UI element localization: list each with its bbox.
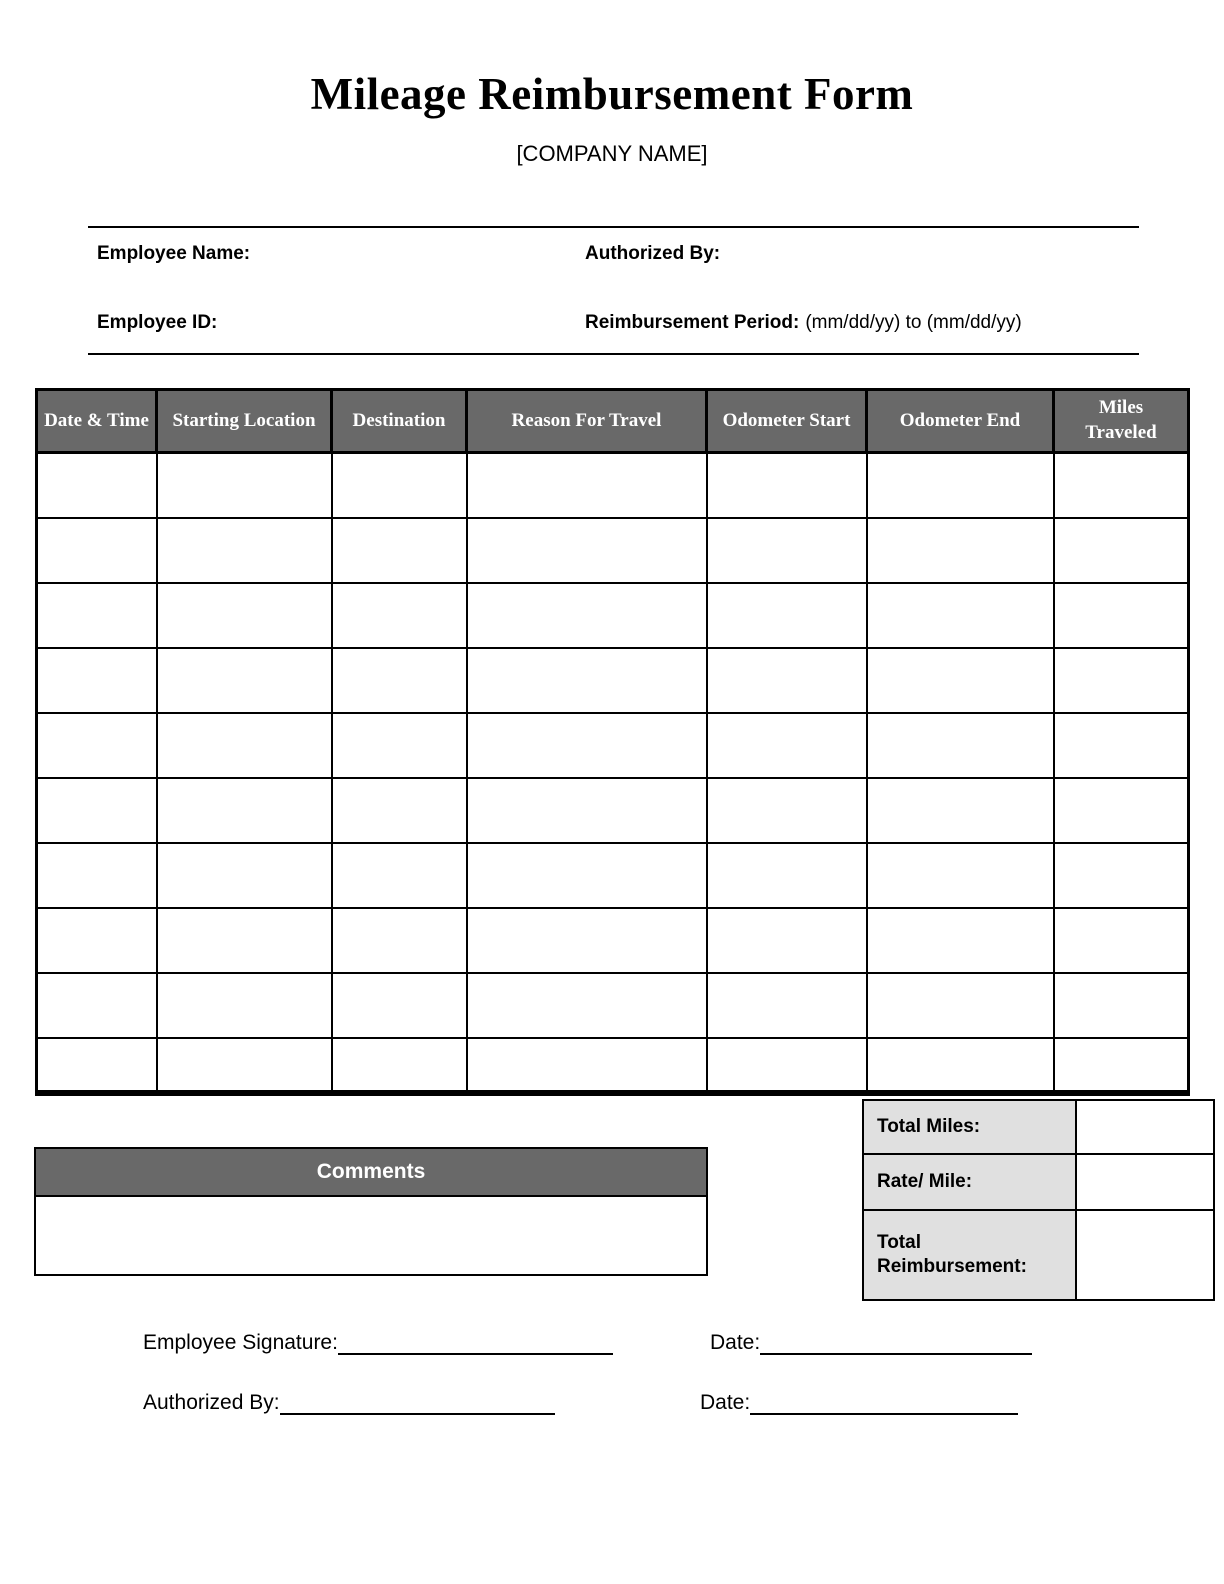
comments-section <box>34 1147 708 1276</box>
authorized-date-label: Date: <box>700 1391 751 1414</box>
authorized-by-signature-line[interactable] <box>280 1391 555 1415</box>
mileage-table-body <box>37 453 1189 1094</box>
totals-table <box>862 1099 1215 1301</box>
mileage-table <box>35 388 1190 1096</box>
mileage-cell-empty[interactable] <box>467 518 707 583</box>
employee-signature-line[interactable] <box>338 1331 613 1355</box>
mileage-table-row <box>37 583 1189 648</box>
mileage-cell-empty[interactable] <box>332 1038 467 1093</box>
divider-bottom <box>88 353 1139 355</box>
mileage-cell-empty[interactable] <box>467 648 707 713</box>
mileage-cell-empty[interactable] <box>707 778 867 843</box>
mileage-cell-empty[interactable] <box>1054 713 1189 778</box>
employee-signature-date-label: Date: <box>710 1331 761 1354</box>
mileage-cell-empty[interactable] <box>867 908 1054 973</box>
mileage-cell-empty[interactable] <box>37 518 157 583</box>
mileage-cell-empty[interactable] <box>157 648 332 713</box>
mileage-table-row <box>37 453 1189 519</box>
col-header-reason-for-travel: Reason For Travel <box>467 390 707 453</box>
mileage-cell-empty[interactable] <box>37 778 157 843</box>
mileage-cell-empty[interactable] <box>467 1038 707 1093</box>
mileage-cell-empty[interactable] <box>332 583 467 648</box>
mileage-cell-empty[interactable] <box>157 908 332 973</box>
mileage-cell-empty[interactable] <box>467 453 707 519</box>
mileage-table-row <box>37 648 1189 713</box>
mileage-cell-empty[interactable] <box>1054 583 1189 648</box>
mileage-table-row <box>37 778 1189 843</box>
col-header-odometer-start: Odometer Start <box>707 390 867 453</box>
mileage-cell-empty[interactable] <box>332 648 467 713</box>
mileage-table-row <box>37 973 1189 1038</box>
mileage-cell-empty[interactable] <box>707 908 867 973</box>
mileage-cell-empty[interactable] <box>1054 518 1189 583</box>
rate-per-mile-label: Rate/ Mile: <box>863 1154 1076 1210</box>
mileage-cell-empty[interactable] <box>157 1038 332 1093</box>
mileage-cell-empty[interactable] <box>332 973 467 1038</box>
mileage-cell-empty[interactable] <box>157 713 332 778</box>
employee-signature-label: Employee Signature: <box>143 1331 338 1354</box>
total-reimbursement-label: Total Reimbursement: <box>863 1210 1076 1300</box>
mileage-cell-empty[interactable] <box>157 518 332 583</box>
mileage-cell-empty[interactable] <box>37 973 157 1038</box>
mileage-cell-empty[interactable] <box>707 843 867 908</box>
mileage-cell-empty[interactable] <box>332 453 467 519</box>
mileage-cell-empty[interactable] <box>867 453 1054 519</box>
mileage-cell-empty[interactable] <box>1054 843 1189 908</box>
mileage-cell-empty[interactable] <box>332 908 467 973</box>
mileage-cell-empty[interactable] <box>37 648 157 713</box>
mileage-cell-empty[interactable] <box>37 1038 157 1093</box>
mileage-table-row <box>37 908 1189 973</box>
mileage-cell-empty[interactable] <box>1054 453 1189 519</box>
mileage-cell-empty[interactable] <box>867 973 1054 1038</box>
authorized-by-signature-label: Authorized By: <box>143 1391 280 1414</box>
mileage-cell-empty[interactable] <box>37 713 157 778</box>
authorized-date-row <box>700 1391 1018 1415</box>
mileage-cell-empty[interactable] <box>37 453 157 519</box>
col-header-miles-traveled: Miles Traveled <box>1054 390 1189 453</box>
mileage-table-row <box>37 1038 1189 1093</box>
col-header-date-time: Date & Time <box>37 390 157 453</box>
mileage-table-row <box>37 518 1189 583</box>
employee-signature-row <box>143 1331 613 1355</box>
authorized-by-label: Authorized By: <box>585 243 721 264</box>
mileage-cell-empty[interactable] <box>867 778 1054 843</box>
mileage-cell-empty[interactable] <box>37 583 157 648</box>
mileage-cell-empty[interactable] <box>467 778 707 843</box>
mileage-cell-empty[interactable] <box>157 973 332 1038</box>
mileage-cell-empty[interactable] <box>157 453 332 519</box>
col-header-destination: Destination <box>332 390 467 453</box>
col-header-starting-location: Starting Location <box>157 390 332 453</box>
employee-signature-date-row <box>710 1331 1032 1355</box>
mileage-cell-empty[interactable] <box>332 778 467 843</box>
mileage-cell-empty[interactable] <box>1054 1038 1189 1093</box>
mileage-cell-empty[interactable] <box>37 908 157 973</box>
mileage-cell-empty[interactable] <box>867 518 1054 583</box>
reimbursement-period-label: Reimbursement Period: <box>585 312 800 333</box>
reimbursement-period-format: (mm/dd/yy) to (mm/dd/yy) <box>805 312 1022 333</box>
mileage-cell-empty[interactable] <box>467 713 707 778</box>
total-miles-label: Total Miles: <box>863 1100 1076 1154</box>
total-miles-value[interactable] <box>1076 1100 1214 1154</box>
form-title: Mileage Reimbursement Form <box>310 69 914 119</box>
divider-top <box>88 226 1139 228</box>
employee-signature-date-line[interactable] <box>760 1331 1032 1355</box>
mileage-cell-empty[interactable] <box>332 713 467 778</box>
col-header-odometer-end: Odometer End <box>867 390 1054 453</box>
mileage-cell-empty[interactable] <box>867 1038 1054 1093</box>
mileage-cell-empty[interactable] <box>157 778 332 843</box>
mileage-cell-empty[interactable] <box>867 583 1054 648</box>
mileage-cell-empty[interactable] <box>1054 778 1189 843</box>
mileage-table-row <box>37 713 1189 778</box>
mileage-cell-empty[interactable] <box>867 648 1054 713</box>
mileage-cell-empty[interactable] <box>707 713 867 778</box>
mileage-cell-empty[interactable] <box>1054 648 1189 713</box>
mileage-cell-empty[interactable] <box>707 518 867 583</box>
total-reimbursement-value[interactable] <box>1076 1210 1214 1300</box>
reimbursement-period <box>585 312 1022 334</box>
employee-id-label: Employee ID: <box>97 312 218 333</box>
authorized-by-signature-row <box>143 1391 555 1415</box>
company-name-placeholder: [COMPANY NAME] <box>516 141 708 166</box>
mileage-cell-empty[interactable] <box>867 713 1054 778</box>
mileage-cell-empty[interactable] <box>467 843 707 908</box>
mileage-cell-empty[interactable] <box>707 453 867 519</box>
mileage-cell-empty[interactable] <box>467 973 707 1038</box>
mileage-cell-empty[interactable] <box>332 518 467 583</box>
mileage-table-header <box>37 390 1189 453</box>
mileage-cell-empty[interactable] <box>707 583 867 648</box>
comments-header: Comments <box>34 1147 708 1197</box>
mileage-table-row <box>37 843 1189 908</box>
mileage-cell-empty[interactable] <box>707 648 867 713</box>
employee-name-label: Employee Name: <box>97 243 251 264</box>
mileage-cell-empty[interactable] <box>1054 973 1189 1038</box>
mileage-cell-empty[interactable] <box>707 973 867 1038</box>
mileage-cell-empty[interactable] <box>332 843 467 908</box>
mileage-cell-empty[interactable] <box>467 583 707 648</box>
mileage-cell-empty[interactable] <box>1054 908 1189 973</box>
rate-per-mile-value[interactable] <box>1076 1154 1214 1210</box>
mileage-cell-empty[interactable] <box>707 1038 867 1093</box>
mileage-cell-empty[interactable] <box>157 843 332 908</box>
mileage-cell-empty[interactable] <box>37 843 157 908</box>
mileage-cell-empty[interactable] <box>467 908 707 973</box>
authorized-date-line[interactable] <box>750 1391 1018 1415</box>
mileage-cell-empty[interactable] <box>157 583 332 648</box>
comments-input-area[interactable] <box>34 1197 708 1276</box>
mileage-cell-empty[interactable] <box>867 843 1054 908</box>
